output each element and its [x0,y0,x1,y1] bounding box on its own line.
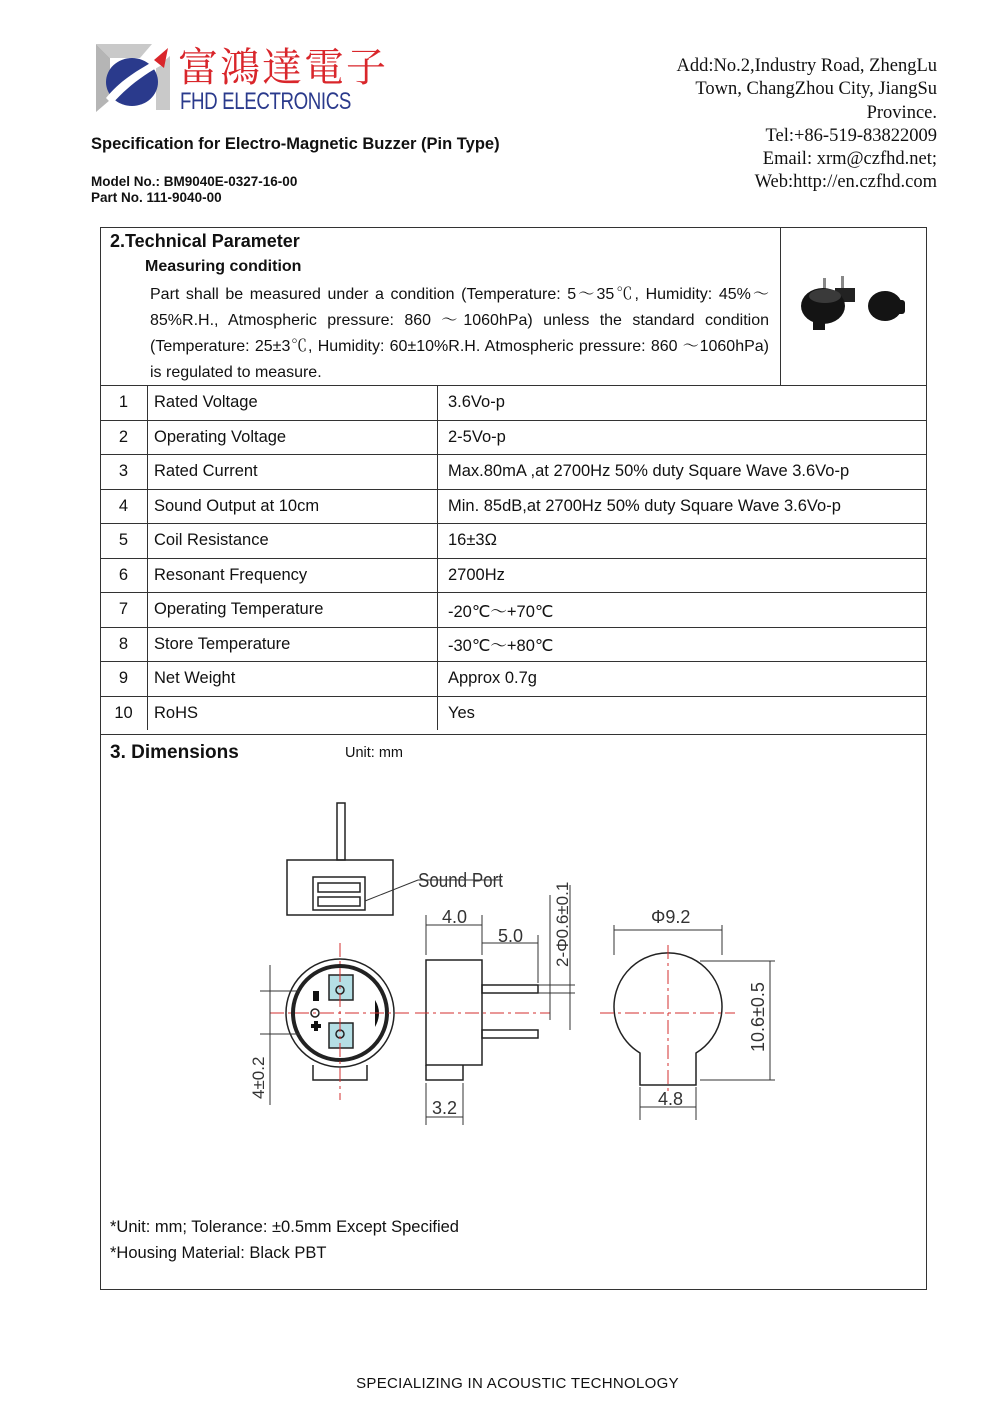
parameter-name: Sound Output at 10cm [148,489,438,524]
table-row [100,662,927,697]
phone-line: Tel:+86-519-83822009 [765,125,937,146]
dim-label: 3.2 [432,1098,458,1118]
parameter-value: Approx 0.7g [438,662,928,697]
dim-label: 2-Φ0.6±0.1 [553,881,572,967]
table-row [100,420,927,455]
divider [780,227,781,385]
parameter-value: -20℃～+70℃ [438,593,928,628]
technical-parameter-table [100,385,927,730]
parameter-name: RoHS [148,696,438,730]
parameter-name: Operating Temperature [148,593,438,628]
row-number: 7 [100,593,148,628]
table-row [100,489,927,524]
table-row [100,593,927,628]
footer-tagline: SPECIALIZING IN ACOUSTIC TECHNOLOGY [356,1375,679,1392]
table-row [100,524,927,559]
parameter-name: Coil Resistance [148,524,438,559]
table-row [100,627,927,662]
measuring-condition-heading: Measuring condition [145,258,302,275]
parameter-value: 2700Hz [438,558,928,593]
sound-port-label: Sound Port [418,868,504,892]
parameter-value: 16±3Ω [438,524,928,559]
dimension-drawing [240,795,800,1140]
parameter-name: Net Weight [148,662,438,697]
row-number: 10 [100,696,148,730]
dimensions-heading: 3. Dimensions [110,742,239,763]
table-row [100,558,927,593]
parameter-name: Operating Voltage [148,420,438,455]
dim-label: Φ9.2 [651,907,691,927]
parameter-name: Resonant Frequency [148,558,438,593]
table-row [100,455,927,490]
parameter-name: Rated Current [148,455,438,490]
dim-label: 4±0.2 [249,1056,268,1099]
divider [100,734,927,735]
email-line: Email: xrm@czfhd.net; [762,149,937,170]
dim-label: 4.8 [658,1089,684,1109]
unit-label: Unit: mm [345,745,403,761]
parameter-value: Max.80mA ,at 2700Hz 50% duty Square Wave 3.6Vo-p [438,455,928,490]
material-note: *Housing Material: Black PBT [110,1244,327,1262]
dim-label: 4.0 [442,907,468,927]
dim-label: 10.6±0.5 [748,982,768,1052]
address-line: Province. [866,102,937,123]
address-line: Town, ChangZhou City, JiangSu [695,79,937,100]
parameter-name: Store Temperature [148,627,438,662]
logo-english-text: FHD ELECTRONICS [180,88,351,115]
web-line: Web:http://en.czfhd.com [754,172,937,193]
parameter-value: Yes [438,696,928,730]
company-logo-icon [92,38,174,116]
model-number: Model No.: BM9040E-0327-16-00 [91,174,298,189]
row-number: 5 [100,524,148,559]
parameter-value: -30℃～+80℃ [438,627,928,662]
table-row [100,696,927,730]
company-address [607,55,937,195]
row-number: 4 [100,489,148,524]
parameter-name: Rated Voltage [148,386,438,421]
parameter-value: 3.6Vo-p [438,386,928,421]
dim-label: 5.0 [498,926,524,946]
logo-chinese-text: 富鴻達電子 [178,45,388,91]
technical-parameter-heading: 2.Technical Parameter [110,231,300,251]
row-number: 3 [100,455,148,490]
parameter-value: Min. 85dB,at 2700Hz 50% duty Square Wave 3.6Vo-p [438,489,928,524]
model-info [91,174,297,206]
row-number: 6 [100,558,148,593]
row-number: 2 [100,420,148,455]
row-number: 8 [100,627,148,662]
measuring-condition-text: Part shall be measured under a condition (Temperature: 5～35℃, Humidity: 45%～85%R.H., Atmospheric pressure: 860 ～1060hPa) unless the standard condition (Temperature: 25±3℃, Humidity: 60±10%R.H. Atmospheric pressure: 860 ～1060hPa) is regulated to measure. [150,286,770,381]
address-line: Add:No.2,Industry Road, ZhengLu [676,56,937,76]
table-row [100,386,927,421]
row-number: 1 [100,386,148,421]
tolerance-note: *Unit: mm; Tolerance: ±0.5mm Except Specified [110,1218,459,1236]
product-photo-icon [795,272,910,334]
parameter-value: 2-5Vo-p [438,420,928,455]
document-title: Specification for Electro-Magnetic Buzzer (Pin Type) [91,135,500,153]
part-number: Part No. 111-9040-00 [91,190,222,205]
row-number: 9 [100,662,148,697]
